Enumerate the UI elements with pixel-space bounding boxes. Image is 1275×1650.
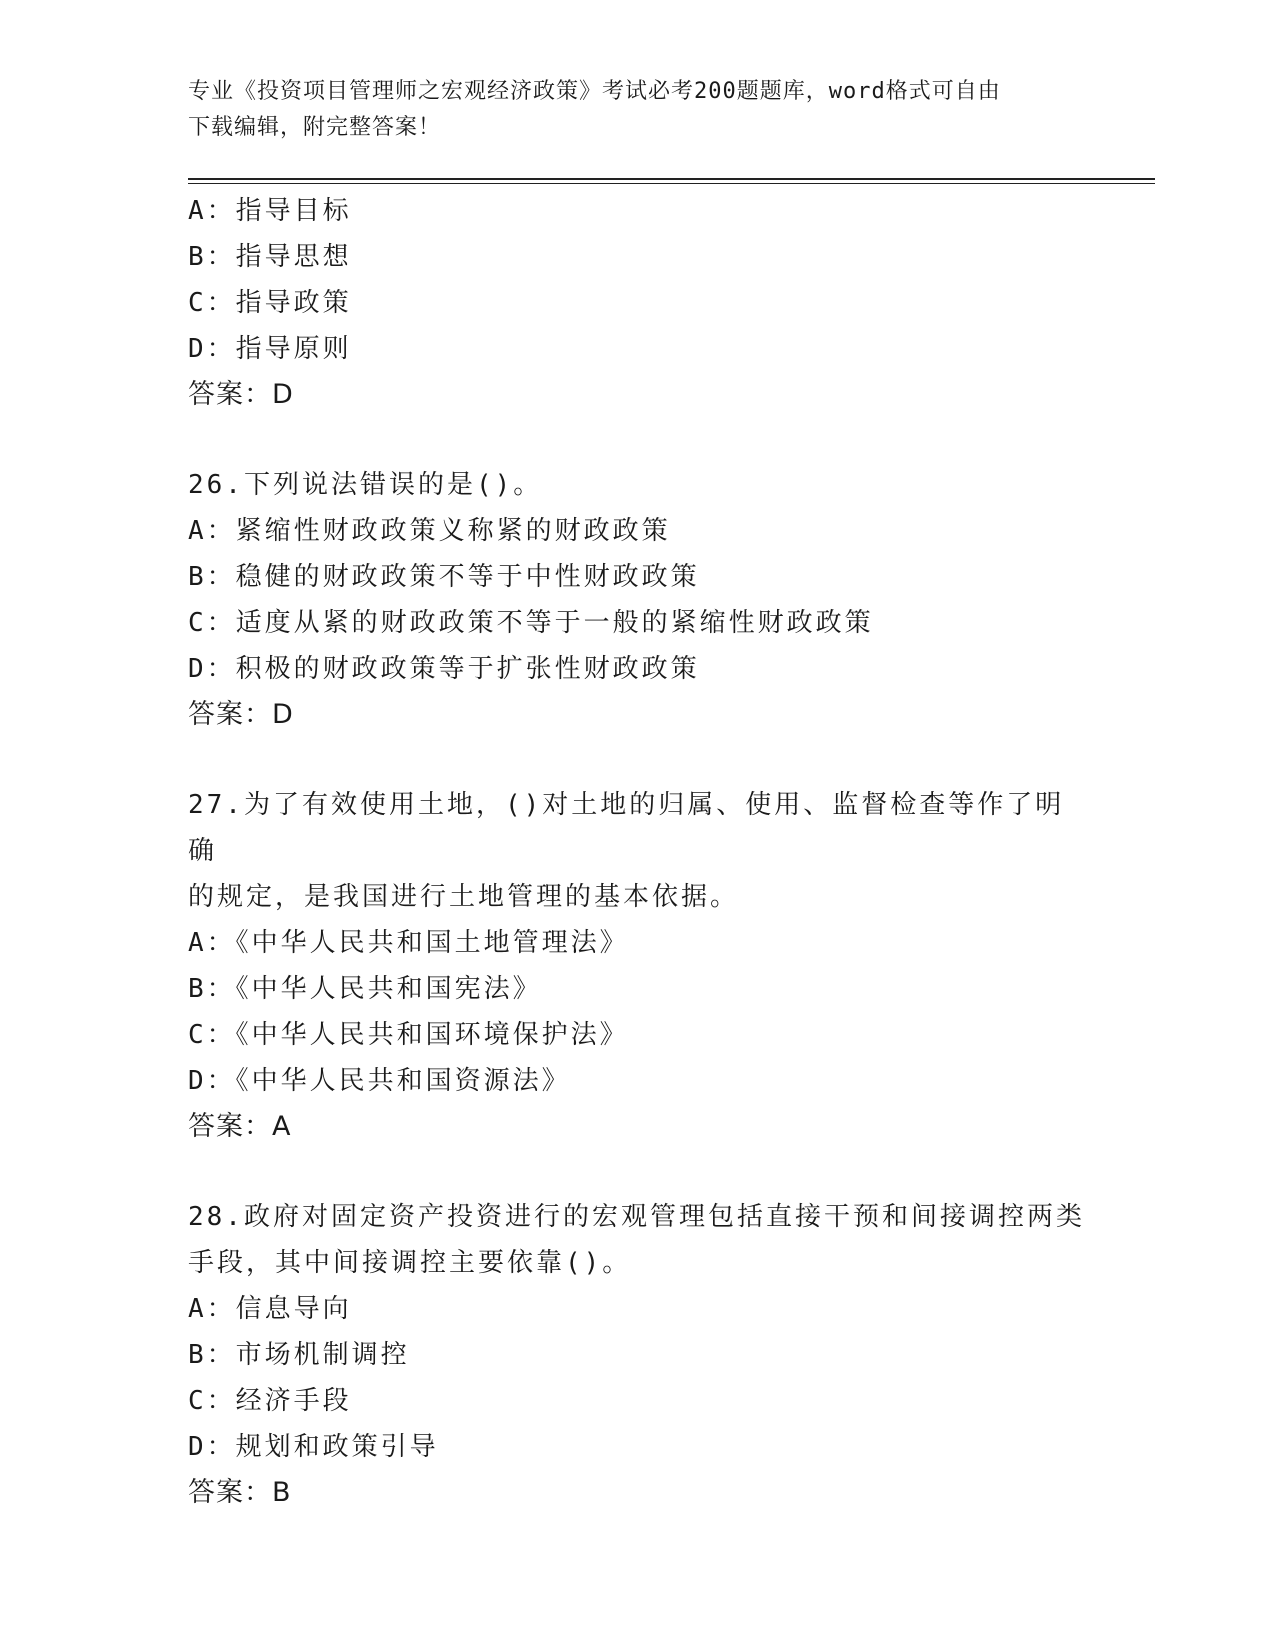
question-block-27: [188, 782, 1088, 1150]
question-block-26: [188, 462, 1088, 738]
option-d: D：《中华人民共和国资源法》: [188, 1066, 571, 1096]
option-b: B：市场机制调控: [188, 1340, 410, 1370]
option-b: B：稳健的财政政策不等于中性财政政策: [188, 562, 700, 592]
question-stem-line-2: 手段，其中间接调控主要依靠()。: [188, 1248, 632, 1278]
spacer: [188, 1150, 1088, 1194]
option-c: C：《中华人民共和国环境保护法》: [188, 1020, 629, 1050]
answer: 答案：A: [188, 1111, 292, 1142]
option-a: A：信息导向: [188, 1294, 352, 1324]
option-c: C：指导政策: [188, 288, 352, 318]
question-list: [188, 188, 1088, 1516]
option-c: C：经济手段: [188, 1386, 352, 1416]
option-d: D：规划和政策引导: [188, 1432, 439, 1462]
option-a: A：紧缩性财政政策义称紧的财政政策: [188, 516, 671, 546]
header-line-2: 下载编辑，附完整答案！: [188, 115, 442, 140]
header-divider-thick: [188, 178, 1155, 180]
spacer: [188, 738, 1088, 782]
question-stem-line-1: 28.政府对固定资产投资进行的宏观管理包括直接干预和间接调控两类: [188, 1202, 1085, 1232]
question-stem: 26.下列说法错误的是()。: [188, 470, 543, 500]
answer: 答案：B: [188, 1477, 292, 1508]
answer: 答案：D: [188, 379, 294, 410]
option-b: B：《中华人民共和国宪法》: [188, 974, 542, 1004]
answer: 答案：D: [188, 699, 294, 730]
option-a: A：指导目标: [188, 196, 352, 226]
option-d: D：指导原则: [188, 334, 352, 364]
option-c: C：适度从紧的财政政策不等于一般的紧缩性财政政策: [188, 608, 874, 638]
option-d: D：积极的财政政策等于扩张性财政政策: [188, 654, 700, 684]
question-block-prev: [188, 188, 1088, 418]
document-header: [188, 74, 1068, 146]
header-line-1: 专业《投资项目管理师之宏观经济政策》考试必考200题题库，word格式可自由: [188, 79, 1001, 104]
spacer: [188, 418, 1088, 462]
question-block-28: [188, 1194, 1088, 1516]
option-b: B：指导思想: [188, 242, 352, 272]
header-divider-thin: [188, 183, 1155, 184]
option-a: A：《中华人民共和国土地管理法》: [188, 928, 629, 958]
question-stem-line-1: 27.为了有效使用土地，()对土地的归属、使用、监督检查等作了明确: [188, 790, 1065, 866]
question-stem-line-2: 的规定，是我国进行土地管理的基本依据。: [188, 882, 740, 912]
